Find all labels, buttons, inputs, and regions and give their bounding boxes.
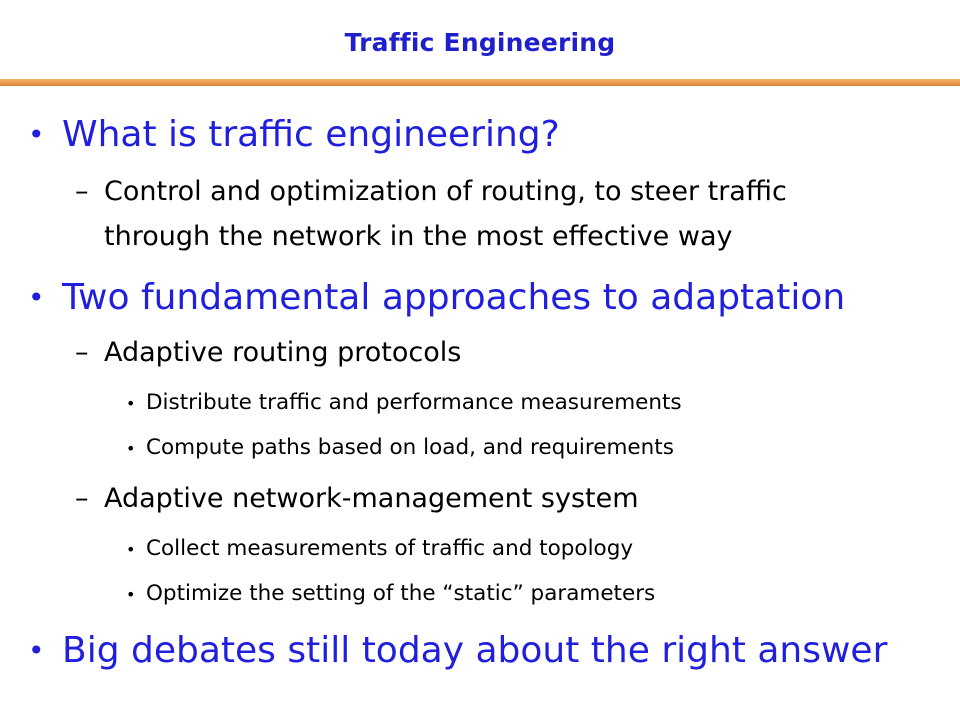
sub-sub-bullet-2-1-2: Compute paths based on load, and requirements	[146, 435, 674, 460]
sub-sub-bullet-marker: •	[126, 394, 136, 413]
bullet-2-text: Two fundamental approaches to adaptation	[62, 277, 846, 318]
sub-sub-bullet-2-2-1: Collect measurements of traffic and topology	[146, 536, 634, 561]
sub-bullet-dash: –	[75, 483, 89, 514]
slide-title: Traffic Engineering	[344, 28, 616, 57]
bullet-1-text: What is traffic engineering?	[62, 114, 560, 155]
sub-sub-bullet-marker: •	[126, 439, 136, 458]
sub-bullet-dash: –	[75, 337, 89, 368]
sub-bullet-2-2: Adaptive network-management system	[104, 483, 639, 514]
title-divider	[0, 79, 960, 86]
sub-bullet-1-1-line-2: through the network in the most effective way	[104, 221, 733, 252]
sub-sub-bullet-marker: •	[126, 585, 136, 604]
sub-sub-bullet-2-2-2: Optimize the setting of the “static” parameters	[146, 581, 656, 606]
sub-bullet-dash: –	[75, 176, 89, 207]
sub-bullet-2-1: Adaptive routing protocols	[104, 337, 462, 368]
bullet-marker: •	[28, 634, 45, 667]
bullet-3-text: Big debates still today about the right answer	[62, 630, 888, 671]
bullet-marker: •	[28, 118, 45, 151]
bullet-marker: •	[28, 281, 45, 314]
sub-bullet-1-1-line-1: Control and optimization of routing, to steer traffic	[104, 176, 787, 207]
sub-sub-bullet-2-1-1: Distribute traffic and performance measurements	[146, 390, 682, 415]
sub-sub-bullet-marker: •	[126, 540, 136, 559]
